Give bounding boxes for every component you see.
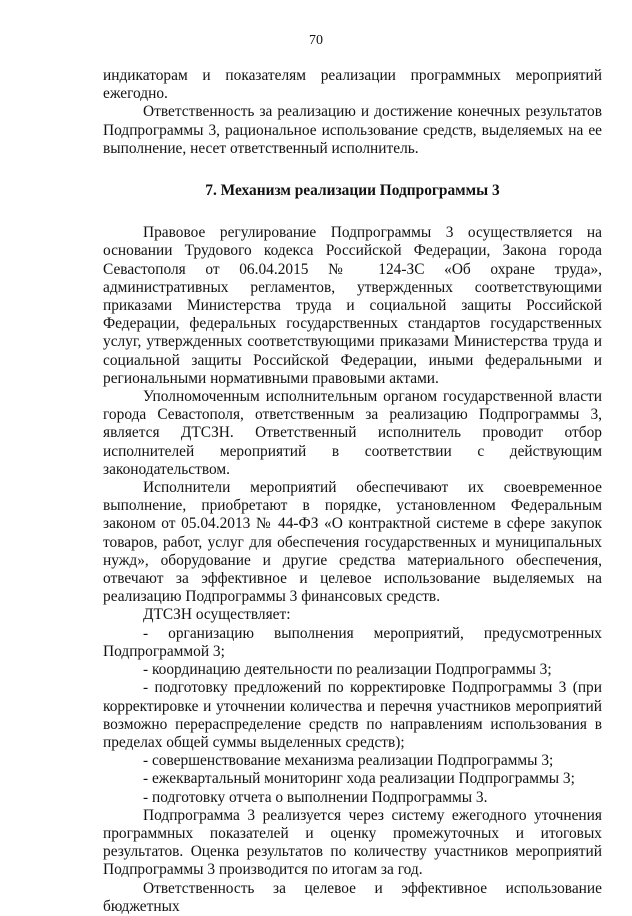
list-item: - координацию деятельности по реализации Подпрограммы 3; [143, 661, 552, 679]
page-number: 70 [309, 33, 323, 48]
list-item: - подготовку отчета о выполнении Подпрограммы 3. [143, 788, 488, 806]
paragraph-responsibility: Ответственность за реализацию и достижение конечных результатов Подпрограммы 3, рациональное использование средств, выделяемых на ее выполнение, несет ответственный исполнитель. [103, 103, 602, 157]
paragraph-executors: Исполнители мероприятий обеспечивают их своевременное выполнение, приобретают в порядке, установленном Федеральным законом от 05.04.2013 № 44-ФЗ «О контрактной системе в сфере закупок товаров, работ, услуг для обеспечения государственных и муниципальных нужд», оборудование и другие средства материального обеспечения, отвечают за эффективное и целевое использование выделяемых на реализацию Подпрограммы 3 финансовых средств. [103, 479, 602, 606]
list-item: - подготовку предложений по корректировке Подпрограммы 3 (при корректировке и уточнении количества и перечня участников мероприятий возможно перераспределение средств по направлениям использования в пределах общей суммы выделенных средств); [103, 679, 602, 751]
document-body [103, 67, 602, 916]
list-item: - ежеквартальный мониторинг хода реализации Подпрограммы 3; [143, 770, 575, 788]
paragraph-legal-regulation: Правовое регулирование Подпрограммы 3 осуществляется на основании Трудового кодекса Российской Федерации, Закона города Севастополя от 06.04.2015 № 124-ЗС «Об охране труда», административных регламентов, утвержденных соответствующими приказами Министерства труда и социальной защиты Российской Федерации, федеральных государственных стандартов государственных услуг, утвержденных соответствующими приказами Министерства труда и социальной защиты Российской Федерации, иными федеральными и региональными нормативными правовыми актами. [103, 224, 602, 387]
list-item: - организацию выполнения мероприятий, предусмотренных Подпрограммой 3; [103, 624, 602, 660]
paragraph-implementation: Подпрограмма 3 реализуется через систему ежегодного уточнения программных показателей и оценку промежуточных и итоговых результатов. Оценка результатов по количеству участников мероприятий Подпрограммы 3 производится по итогам за год. [103, 806, 602, 879]
list-item: - совершенствование механизма реализации Подпрограммы 3; [143, 752, 554, 770]
paragraph-authorized-body: Уполномоченным исполнительным органом государственной власти города Севастополя, ответственным за реализацию Подпрограммы 3, является ДТСЗН. Ответственный исполнитель проводит отбор исполнителей мероприятий в соответствии с действующим законодательством. [103, 388, 602, 478]
paragraph-continuation: индикаторам и показателям реализации программных мероприятий ежегодно. [103, 67, 602, 103]
section-heading: 7. Механизм реализации Подпрограммы 3 [205, 182, 500, 200]
paragraph-budget-responsibility: Ответственность за целевое и эффективное использование бюджетных [103, 879, 602, 915]
paragraph-dtszn-performs: ДТСЗН осуществляет: [143, 606, 291, 624]
